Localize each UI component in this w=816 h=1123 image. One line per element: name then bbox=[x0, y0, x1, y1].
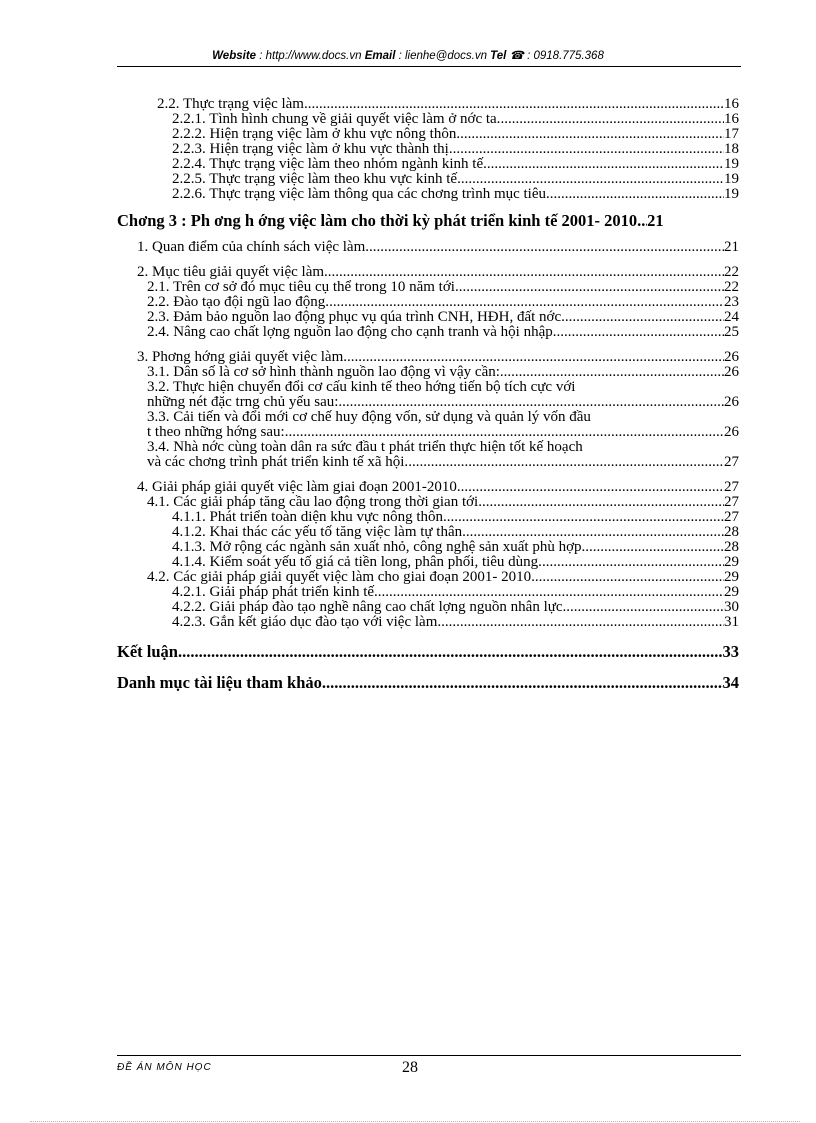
toc-title: 4.1.4. Kiểm soát yếu tố giá cả tiền long, phân phối, tiêu dùng. bbox=[172, 554, 542, 570]
toc-page: 22 bbox=[724, 264, 739, 280]
toc-entry[interactable] bbox=[117, 187, 739, 202]
toc-title: 2.2.3. Hiện trạng việc làm ở khu vực thành thị. bbox=[172, 141, 453, 157]
toc-entry[interactable] bbox=[117, 172, 739, 187]
toc-page: 24 bbox=[724, 309, 739, 325]
toc-entry[interactable] bbox=[117, 127, 739, 142]
toc-page: 22 bbox=[724, 279, 739, 295]
toc-title: 4.2.2. Giải pháp đào tạo nghề nâng cao chất lợng nguồn nhân lực. bbox=[172, 599, 567, 615]
toc-page: 19 bbox=[724, 156, 739, 172]
toc-page: 18 bbox=[724, 141, 739, 157]
toc-page: 21 bbox=[724, 239, 739, 255]
toc-page: 28 bbox=[724, 524, 739, 540]
toc-title: 4.1.3. Mở rộng các ngành sản xuất nhỏ, công nghệ sản xuất phù hợp bbox=[172, 539, 582, 555]
toc-entry[interactable] bbox=[117, 455, 739, 470]
toc-entry[interactable] bbox=[117, 365, 739, 380]
toc-entry[interactable] bbox=[117, 112, 739, 127]
toc-page: 23 bbox=[724, 294, 739, 310]
toc-title: 2.2. Thực trạng việc làm. bbox=[157, 96, 308, 112]
toc-chapter-entry[interactable] bbox=[117, 212, 739, 230]
toc-entry[interactable] bbox=[117, 265, 739, 280]
toc-page: 31 bbox=[724, 614, 739, 630]
toc-page: 25 bbox=[724, 324, 739, 340]
toc-page: 29 bbox=[724, 554, 739, 570]
toc-entry[interactable] bbox=[117, 157, 739, 172]
toc-page: 27 bbox=[724, 454, 739, 470]
toc-title: 3. Phơng hớng giải quyết việc làm. bbox=[137, 349, 347, 365]
table-of-contents bbox=[117, 97, 739, 692]
toc-title: 3.1. Dân số là cơ sở hình thành nguồn lao động vì vậy cần: bbox=[147, 364, 500, 380]
toc-page: 27 bbox=[724, 479, 739, 495]
toc-entry[interactable] bbox=[117, 600, 739, 615]
toc-entry[interactable] bbox=[117, 295, 739, 310]
website-label: Website bbox=[212, 50, 257, 62]
toc-entry[interactable] bbox=[117, 495, 739, 510]
toc-title: 2.2.2. Hiện trạng việc làm ở khu vực nông thôn. bbox=[172, 126, 461, 142]
email-label: Email bbox=[364, 50, 396, 62]
toc-page: 16 bbox=[724, 111, 739, 127]
toc-title: 1. Quan điểm của chính sách việc làm bbox=[137, 239, 366, 255]
footer-rule bbox=[117, 1055, 741, 1056]
tel-label: Tel bbox=[490, 50, 507, 62]
toc-entry[interactable] bbox=[117, 615, 739, 630]
toc-chapter-entry[interactable] bbox=[117, 643, 739, 661]
toc-page: 17 bbox=[724, 126, 739, 142]
toc-page: 26 bbox=[724, 349, 739, 365]
toc-entry[interactable] bbox=[117, 555, 739, 570]
toc-title: và các chơng trình phát triển kinh tế xã hội. bbox=[147, 454, 409, 470]
toc-title: 4.1.1. Phát triển toàn diện khu vực nông thôn. bbox=[172, 509, 447, 525]
page-number: 28 bbox=[402, 1059, 418, 1076]
toc-title: 4.2.1. Giải pháp phát triển kinh tế. bbox=[172, 584, 378, 600]
toc-title: 2.2. Đào tạo đội ngũ lao động. bbox=[147, 294, 330, 310]
toc-entry[interactable] bbox=[117, 540, 739, 555]
toc-title: 2.3. Đảm bảo nguồn lao động phục vụ qúa trình CNH, HĐH, đất nớc. bbox=[147, 309, 565, 325]
toc-page: 21 bbox=[647, 211, 664, 230]
toc-entry[interactable] bbox=[117, 525, 739, 540]
page-header bbox=[0, 48, 816, 62]
toc-title: những nét đặc trng chủ yếu sau: bbox=[147, 394, 339, 410]
toc-title: 4.1.2. Khai thác các yếu tố tăng việc làm tự thân. bbox=[172, 524, 466, 540]
toc-entry[interactable] bbox=[117, 240, 739, 255]
toc-page: 26 bbox=[724, 364, 739, 380]
toc-page: 29 bbox=[724, 584, 739, 600]
toc-entry-line[interactable]: 3.3. Cải tiến và đổi mới cơ chế huy động vốn, sử dụng và quản lý vốn đầu bbox=[147, 409, 591, 425]
toc-page: 26 bbox=[724, 424, 739, 440]
toc-title: 2.1. Trên cơ sở đó mục tiêu cụ thể trong 10 năm tới bbox=[147, 279, 455, 295]
website-value: : http://www.docs.vn bbox=[256, 50, 365, 62]
toc-page: 19 bbox=[724, 171, 739, 187]
toc-entry[interactable] bbox=[117, 585, 739, 600]
phone-icon: ☎ bbox=[509, 50, 524, 62]
toc-entry[interactable] bbox=[117, 480, 739, 495]
toc-entry-line[interactable]: 3.4. Nhà nớc cùng toàn dân ra sức đầu t phát triển thực hiện tốt kế hoạch bbox=[147, 439, 583, 455]
toc-entry[interactable] bbox=[117, 510, 739, 525]
toc-entry[interactable] bbox=[117, 395, 739, 410]
toc-chapter-entry[interactable] bbox=[117, 674, 739, 692]
toc-entry[interactable] bbox=[117, 142, 739, 157]
toc-title: 2.4. Nâng cao chất lợng nguồn lao động cho cạnh tranh và hội nhập bbox=[147, 324, 553, 340]
toc-page: 33 bbox=[722, 642, 739, 661]
toc-entry[interactable] bbox=[117, 350, 739, 365]
header-rule bbox=[117, 66, 741, 67]
toc-title: Chơng 3 : Ph ơng h ớng việc làm cho thời kỳ phát triển kinh tế 2001- 2010 bbox=[117, 211, 638, 230]
toc-entry[interactable] bbox=[117, 425, 739, 440]
toc-page: 29 bbox=[724, 569, 739, 585]
toc-title: 2.2.4. Thực trạng việc làm theo nhóm ngành kinh tế. bbox=[172, 156, 487, 172]
tel-value: : 0918.775.368 bbox=[523, 50, 604, 62]
toc-page: 27 bbox=[724, 509, 739, 525]
toc-entry[interactable] bbox=[117, 325, 739, 340]
email-value: : lienhe@docs.vn bbox=[395, 50, 491, 62]
toc-title: 2.2.6. Thực trạng việc làm thông qua các chơng trình mục tiêu. bbox=[172, 186, 550, 202]
toc-page: 28 bbox=[724, 539, 739, 555]
toc-title: 4. Giải pháp giải quyết việc làm giai đoạn 2001-2010. bbox=[137, 479, 461, 495]
toc-title: 2. Mục tiêu giải quyết việc làm. bbox=[137, 264, 328, 280]
footer-label: ĐỀ ÁN MÔN HỌC bbox=[117, 1062, 212, 1073]
toc-title: 4.1. Các giải pháp tăng cầu lao động trong thời gian tới bbox=[147, 494, 479, 510]
toc-entry[interactable] bbox=[117, 97, 739, 112]
toc-entry[interactable] bbox=[117, 570, 739, 585]
toc-title: Kết luận bbox=[117, 642, 178, 661]
toc-page: 27 bbox=[724, 494, 739, 510]
toc-title: 2.2.1. Tình hình chung về giải quyết việc làm ở nớc ta. bbox=[172, 111, 501, 127]
toc-page: 30 bbox=[724, 599, 739, 615]
toc-title: Danh mục tài liệu tham khảo bbox=[117, 673, 322, 692]
toc-entry[interactable] bbox=[117, 280, 739, 295]
toc-page: 19 bbox=[724, 186, 739, 202]
page-edge bbox=[30, 1121, 800, 1122]
toc-entry[interactable] bbox=[117, 310, 739, 325]
toc-page: 16 bbox=[724, 96, 739, 112]
toc-page: 26 bbox=[724, 394, 739, 410]
toc-title: 2.2.5. Thực trạng việc làm theo khu vực kinh tế. bbox=[172, 171, 461, 187]
toc-entry-line[interactable]: 3.2. Thực hiện chuyển đổi cơ cấu kinh tế theo hớng tiến bộ tích cực với bbox=[147, 379, 576, 395]
toc-title: t theo những hớng sau: bbox=[147, 424, 285, 440]
toc-title: 4.2. Các giải pháp giải quyết việc làm cho giai đoạn 2001- 2010. bbox=[147, 569, 535, 585]
toc-title: 4.2.3. Gắn kết giáo dục đào tạo với việc làm. bbox=[172, 614, 442, 630]
toc-page: 34 bbox=[722, 673, 739, 692]
